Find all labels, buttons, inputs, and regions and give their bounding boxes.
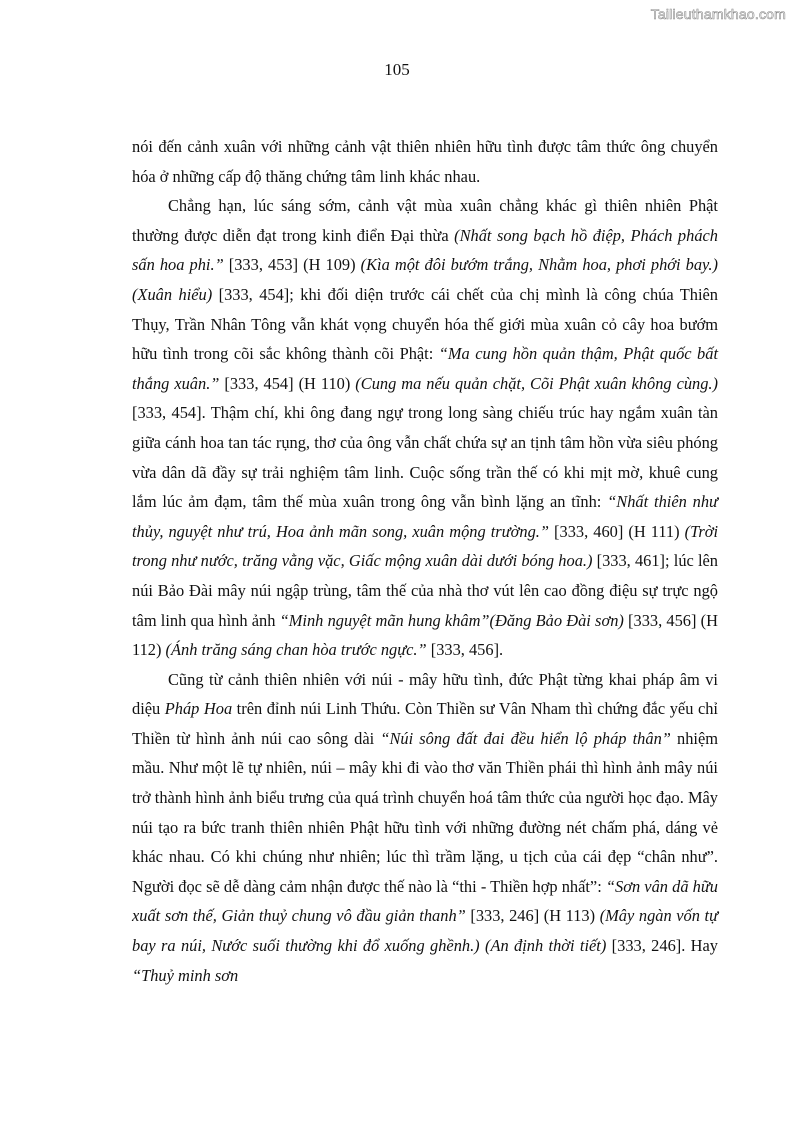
text-run: [333, 246] (H 113) — [465, 906, 600, 926]
text-run: [333, 453] (H 109) — [223, 255, 361, 275]
paragraph-2 — [132, 191, 718, 665]
italic-text-run: (Nhất song bạch hồ điệp, Phách phách sấn hoa phi.” — [132, 225, 718, 275]
text-run: [333, 456] (H 112) — [132, 610, 718, 660]
italic-text-run: Pháp Hoa — [164, 699, 233, 719]
text-run: [333, 454]. Thậm chí, khi ông đang ngự trong long sàng chiếu trúc hay ngắm xuân tàn giữa cánh hoa tan tác rụng, thơ của ông vẫn chất chứa sự an tịnh tâm hồn vừa siêu phóng vừa dân dã đầy sự trải nghiệm tâm linh. Cuộc sống trần thế có khi mịt mờ, khuê cung lắm lúc ảm đạm, tâm thế mùa xuân trong ông vẫn bình lặng an tĩnh: — [132, 403, 718, 512]
text-run: [333, 456]. — [426, 640, 504, 660]
italic-text-run: (Trời trong như nước, trăng vằng vặc, Giấc mộng xuân dài dưới bóng hoa.) — [132, 521, 719, 571]
text-run: Chẳng hạn, lúc sáng sớm, cảnh vật mùa xuân chẳng khác gì thiên nhiên Phật thường được diễn đạt trong kinh điển Đại thừa — [132, 196, 718, 245]
page-number: 105 — [384, 60, 410, 79]
italic-text-run: (Mây ngàn vốn tự bay ra núi, Nước suối thường khi đổ xuống ghềnh.) (An định thời tiết) — [132, 906, 719, 956]
text-run: [333, 454] (H 110) — [219, 373, 356, 393]
text-run: [333, 454]; khi đối diện trước cái chết của chị mình là công chúa Thiên Thụy, Trần Nhân Tông vẫn khát vọng chuyển hóa thế giới mùa xuân cỏ cây hoa bướm hữu tình trong cõi sắc không thành cõi Phật: — [132, 284, 718, 364]
paragraph-3 — [132, 665, 718, 991]
italic-text-run: “Ma cung hồn quản thậm, Phật quốc bất thắng xuân.” — [132, 344, 718, 393]
paragraph-1 — [132, 132, 718, 191]
text-run: nhiệm mầu. Như một lẽ tự nhiên, núi – mây khi đi vào thơ văn Thiền phái thì hình ảnh mây núi trở thành hình ảnh biểu trưng của quá trình chuyển hoá tâm thức của người học đạo. Mây núi tạo ra bức tranh thiên nhiên Phật hữu tình với những đường nét chấm phá, dáng vẻ khác nhau. Có khi chúng như nhiên; lúc thì trầm lặng, u tịch của cái đẹp “chân như”. Người đọc sẽ dễ dàng cảm nhận được thế nào là “thi - Thiền hợp nhất”: — [132, 728, 718, 896]
italic-text-run: “Minh nguyệt mãn hung khâm”(Đăng Bảo Đài sơn) — [279, 610, 624, 630]
text-run: nói đến cảnh xuân với những cảnh vật thiên nhiên hữu tình được tâm thức ông chuyển hóa ở những cấp độ thăng chứng tâm linh khác nhau. — [132, 137, 718, 186]
text-run: [333, 460] (H 111) — [548, 521, 685, 541]
italic-text-run: “Núi sông đất đai đều hiển lộ pháp thân” — [380, 728, 671, 748]
text-run: trên đỉnh núi Linh Thứu. Còn Thiền sư Vân Nham thì chứng đắc yếu chỉ Thiền từ hình ảnh núi cao sông dài — [132, 699, 718, 748]
text-run: [333, 246]. Hay — [606, 936, 718, 956]
watermark-text: Tailieuthamkhao.com — [650, 6, 786, 22]
text-run: [333, 461]; lúc lên núi Bảo Đài mây núi ngập trùng, tâm thế của nhà thơ vút lên cao đồng điệu sự trực ngộ tâm linh qua hình ảnh — [132, 551, 718, 630]
italic-text-run: (Ánh trăng sáng chan hòa trước ngực.” — [165, 640, 427, 660]
italic-text-run: “Nhất thiên như thủy, nguyệt như trú, Hoa ảnh mãn song, xuân mộng trường.” — [132, 492, 718, 541]
italic-text-run: (Kìa một đôi bướm trắng, Nhằm hoa, phơi phới bay.) (Xuân hiểu) — [132, 255, 718, 304]
italic-text-run: “Thuỷ minh sơn — [132, 965, 239, 985]
italic-text-run: (Cung ma nếu quản chặt, Cõi Phật xuân không cùng.) — [355, 373, 718, 393]
document-body — [132, 132, 718, 990]
text-run: Cũng từ cảnh thiên nhiên với núi - mây hữu tình, đức Phật từng khai pháp âm vi diệu — [132, 669, 718, 719]
italic-text-run: “Sơn vân dã hữu xuất sơn thế, Giản thuỷ chung vô đầu giản thanh” — [132, 876, 718, 926]
